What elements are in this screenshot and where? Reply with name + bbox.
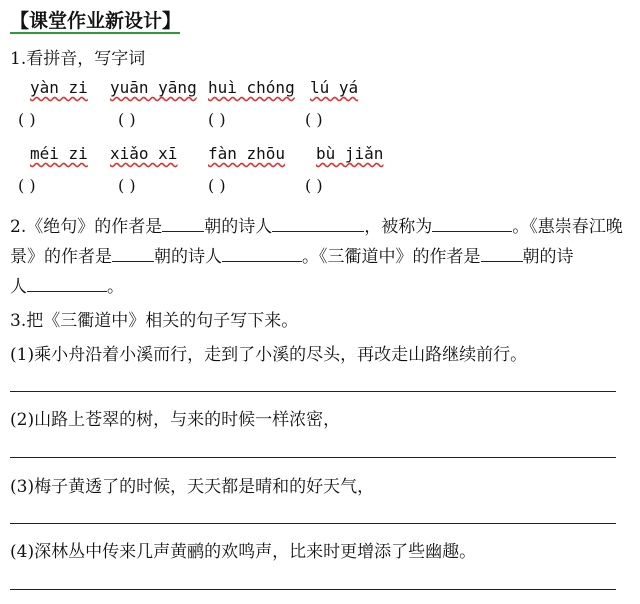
page-title: 【课堂作业新设计】 <box>10 10 182 32</box>
answer-line[interactable] <box>10 589 616 590</box>
pinyin-item: xiǎo xī <box>110 144 178 163</box>
pinyin-item: fàn zhōu <box>208 144 286 163</box>
answer-box[interactable]: ( ) <box>208 176 226 195</box>
answer-box[interactable]: ( ) <box>18 176 36 195</box>
answer-box[interactable]: ( ) <box>18 110 36 129</box>
answer-line[interactable] <box>10 391 616 392</box>
answer-blank[interactable] <box>481 247 523 262</box>
answer-blank[interactable] <box>112 247 154 262</box>
pinyin-item: bù jiǎn <box>316 144 384 163</box>
title-underline <box>10 32 180 34</box>
answer-box[interactable]: ( ) <box>305 110 323 129</box>
answer-blank[interactable] <box>27 277 107 292</box>
q3-item: (1)乘小舟沿着小溪而行，走到了小溪的尽头，再改走山路继续前行。 <box>10 345 528 365</box>
q3-heading: 3.把《三衢道中》相关的句子写下来。 <box>10 311 299 331</box>
pinyin-item: méi zi <box>30 144 88 163</box>
answer-box[interactable]: ( ) <box>305 176 323 195</box>
q3-item: (3)梅子黄透了的时候，天天都是晴和的好天气， <box>10 477 375 497</box>
answer-box[interactable]: ( ) <box>118 176 136 195</box>
q3-item: (4)深林丛中传来几声黄鹂的欢鸣声，比来时更增添了些幽趣。 <box>10 542 477 562</box>
answer-blank[interactable] <box>432 217 512 232</box>
answer-blank[interactable] <box>162 217 204 232</box>
pinyin-item: yuān yāng <box>110 78 197 97</box>
pinyin-item: huì chóng <box>208 78 295 97</box>
q1-heading: 1.看拼音，写字词 <box>10 49 146 69</box>
answer-blank[interactable] <box>222 247 302 262</box>
pinyin-item: yàn zi <box>30 78 88 97</box>
pinyin-item: lú yá <box>310 78 359 97</box>
q3-item: (2)山路上苍翠的树，与来的时候一样浓密， <box>10 410 341 430</box>
answer-box[interactable]: ( ) <box>118 110 136 129</box>
answer-line[interactable] <box>10 523 616 524</box>
q2-line-2: 景》的作者是 朝的诗人 。《三衢道中》的作者是 朝的诗 <box>10 247 574 267</box>
answer-blank[interactable] <box>272 217 364 232</box>
q2-line-3: 人 。 <box>10 277 124 297</box>
q2-line-1: 2.《绝句》的作者是 朝的诗人 ，被称为 。《惠崇春江晚 <box>10 217 623 237</box>
answer-box[interactable]: ( ) <box>208 110 226 129</box>
answer-line[interactable] <box>10 457 616 458</box>
